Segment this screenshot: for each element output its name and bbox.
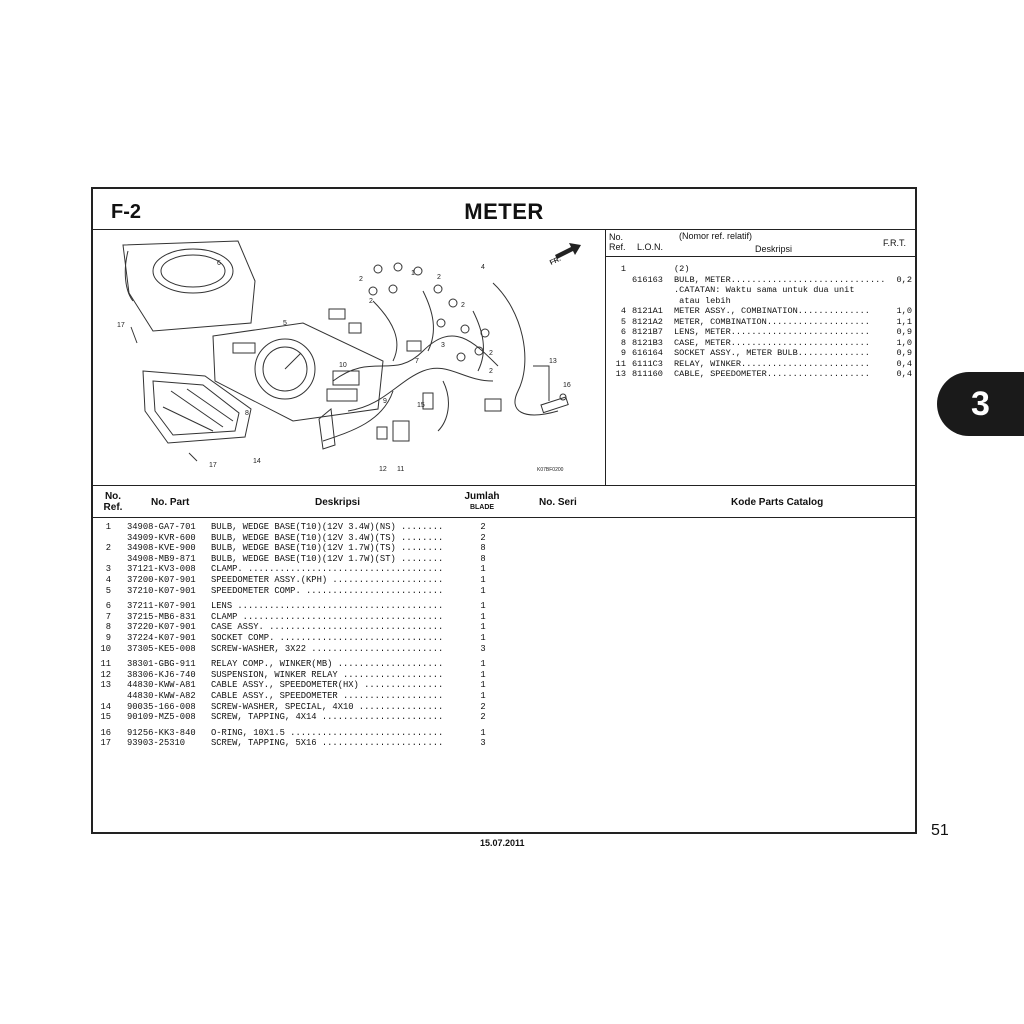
ref-header-divider: [605, 256, 915, 257]
catalog-frame: [91, 187, 917, 834]
ref-row: 6 8121B7 LENS, METER........................... 0,9: [620, 327, 912, 337]
meter-combination-part: [213, 323, 383, 421]
speedometer-cable: [493, 283, 558, 415]
ref-col-lon: L.O.N.: [637, 242, 664, 252]
callout: 13: [549, 358, 557, 365]
parts-col-catalog: Kode Parts Catalog: [731, 497, 824, 508]
ref-col-desc: Deskripsi: [755, 244, 793, 254]
parts-row: 13 44830-KWW-A81 CABLE ASSY., SPEEDOMETER(HX) ............... 1: [100, 680, 486, 691]
lens-part: [123, 241, 255, 331]
ref-row: 13 811160 CABLE, SPEEDOMETER.................... 0,4: [615, 369, 912, 379]
ref-row: 4 8121A1 METER ASSY., COMBINATION.............. 1,0: [620, 306, 912, 316]
ref-row: 11 6111C3 RELAY, WINKER......................... 0,4: [615, 358, 912, 369]
callout: FR.: [548, 255, 563, 267]
parts-row: 2 34908-KVE-900 BULB, WEDGE BASE(T10)(12V 1.7W)(TS) ........ 8: [105, 543, 486, 554]
ref-row: 8 8121B3 CASE, METER........................... 1,0: [620, 337, 912, 348]
parts-row: 3 37121-KV3-008 CLAMP. ..................................... 1: [105, 564, 486, 575]
callout: 8: [245, 410, 249, 417]
parts-row: 8 37220-K07-901 CASE ASSY. ................................. 1: [105, 622, 486, 633]
screw-17-top: [131, 327, 137, 343]
callout: 14: [253, 458, 261, 465]
callout: 2: [369, 298, 373, 305]
winker-relay-suspension: [377, 427, 387, 439]
parts-row: 6 37211-K07-901 LENS ....................................... 1: [105, 601, 486, 612]
parts-header-divider: [93, 517, 915, 518]
callout: 15: [417, 402, 425, 409]
ref-row: .CATATAN: Waktu sama untuk dua unit: [674, 285, 855, 295]
lens-gauge-window: [153, 249, 233, 293]
ref-row: 616163 BULB, METER.............................. 0,2: [632, 274, 912, 285]
diagram-divider: [605, 229, 606, 485]
parts-row: 15 90109-MZ5-008 SCREW, TAPPING, 4X14 ....................... 2: [100, 712, 486, 723]
ref-col-subtitle: (Nomor ref. relatif): [679, 231, 753, 241]
callout: 2: [489, 368, 493, 375]
callout: 17: [117, 322, 125, 329]
callout: 12: [379, 466, 387, 473]
callout: 17: [209, 462, 217, 469]
parts-row: 4 37200-K07-901 SPEEDOMETER ASSY.(KPH) ..................... 1: [105, 574, 486, 585]
screw-17-bottom: [189, 453, 197, 461]
parts-row: 1 34908-GA7-701 BULB, WEDGE BASE(T10)(12V 3.4W)(NS) ........ 2: [105, 522, 486, 532]
parts-col-desc: Deskripsi: [315, 497, 361, 508]
title-divider: [93, 229, 915, 230]
parts-row: 34909-KVR-600 BULB, WEDGE BASE(T10)(12V 3.4W)(TS) ........ 2: [127, 532, 486, 543]
chapter-tab: 3: [937, 372, 1024, 436]
ref-row: 9 616164 SOCKET ASSY., METER BULB.............. 0,9: [620, 348, 912, 358]
diagram-callouts: [117, 256, 571, 473]
parts-row: 5 37210-K07-901 SPEEDOMETER COMP. .......................... 1: [105, 585, 486, 596]
exploded-diagram: [93, 231, 605, 485]
callout: 2: [359, 276, 363, 283]
ref-table-rows: [612, 264, 912, 380]
parts-row: 9 37224-K07-901 SOCKET COMP. ............................... 1: [105, 632, 486, 643]
parts-col-part: No. Part: [151, 497, 190, 508]
ref-col-frt: F.R.T.: [883, 238, 907, 248]
page-number: 51: [931, 822, 949, 839]
callout: 11: [397, 466, 405, 473]
winker-relay: [393, 421, 409, 441]
diagram-bottom-divider: [93, 485, 915, 486]
callout: 9: [383, 398, 387, 405]
ref-row: 1 (2): [620, 264, 690, 274]
parts-row: 14 90035-166-008 SCREW-WASHER, SPECIAL, 4X10 ................ 2: [100, 701, 486, 712]
ref-row: atau lebih: [674, 295, 731, 306]
callout: 1: [411, 270, 415, 277]
parts-row: 16 91256-KK3-840 O-RING, 10X1.5 ............................. 1: [100, 727, 486, 738]
page-title: METER: [464, 199, 544, 224]
ref-col-no: No. Ref.: [609, 232, 626, 252]
callout: 10: [339, 362, 347, 369]
callout: 3: [441, 342, 445, 349]
callout: 7: [415, 358, 419, 365]
parts-row: 17 93903-25310 SCREW, TAPPING, 5X16 ....................... 3: [100, 738, 486, 749]
diagram-code: K07BF0200: [537, 467, 564, 473]
parts-row: 34908-MB9-871 BULB, WEDGE BASE(T10)(12V 1.7W)(ST) ........ 8: [127, 553, 486, 564]
footer-date: 15.07.2011: [480, 838, 525, 848]
parts-row: 11 38301-GBG-911 RELAY COMP., WINKER(MB) .................... 1: [100, 659, 486, 670]
ref-row: 5 8121A2 METER, COMBINATION.................... 1,1: [620, 316, 912, 327]
parts-row: 12 38306-KJ6-740 SUSPENSION, WINKER RELAY ................... 1: [100, 669, 486, 680]
callout: 2: [437, 274, 441, 281]
parts-table-rows: [93, 522, 653, 749]
callout: 2: [489, 350, 493, 357]
callout: 4: [481, 264, 485, 271]
section-code: F-2: [111, 201, 141, 223]
parts-col-serial: No. Seri: [539, 497, 577, 508]
parts-col-qty: Jumlah BLADE: [464, 491, 500, 511]
callout: 16: [563, 382, 571, 389]
parts-col-no: No. Ref.: [103, 491, 123, 513]
callout: 2: [461, 302, 465, 309]
callout: 6: [217, 260, 221, 267]
callout: 5: [283, 320, 287, 327]
parts-row: 10 37305-KE5-008 SCREW-WASHER, 3X22 ......................... 3: [100, 643, 486, 654]
meter-bulbs: [369, 263, 489, 361]
parts-row: 44830-KWW-A82 CABLE ASSY., SPEEDOMETER ................... 1: [127, 690, 486, 701]
parts-row: 7 37215-MB6-831 CLAMP ...................................... 1: [105, 611, 486, 622]
